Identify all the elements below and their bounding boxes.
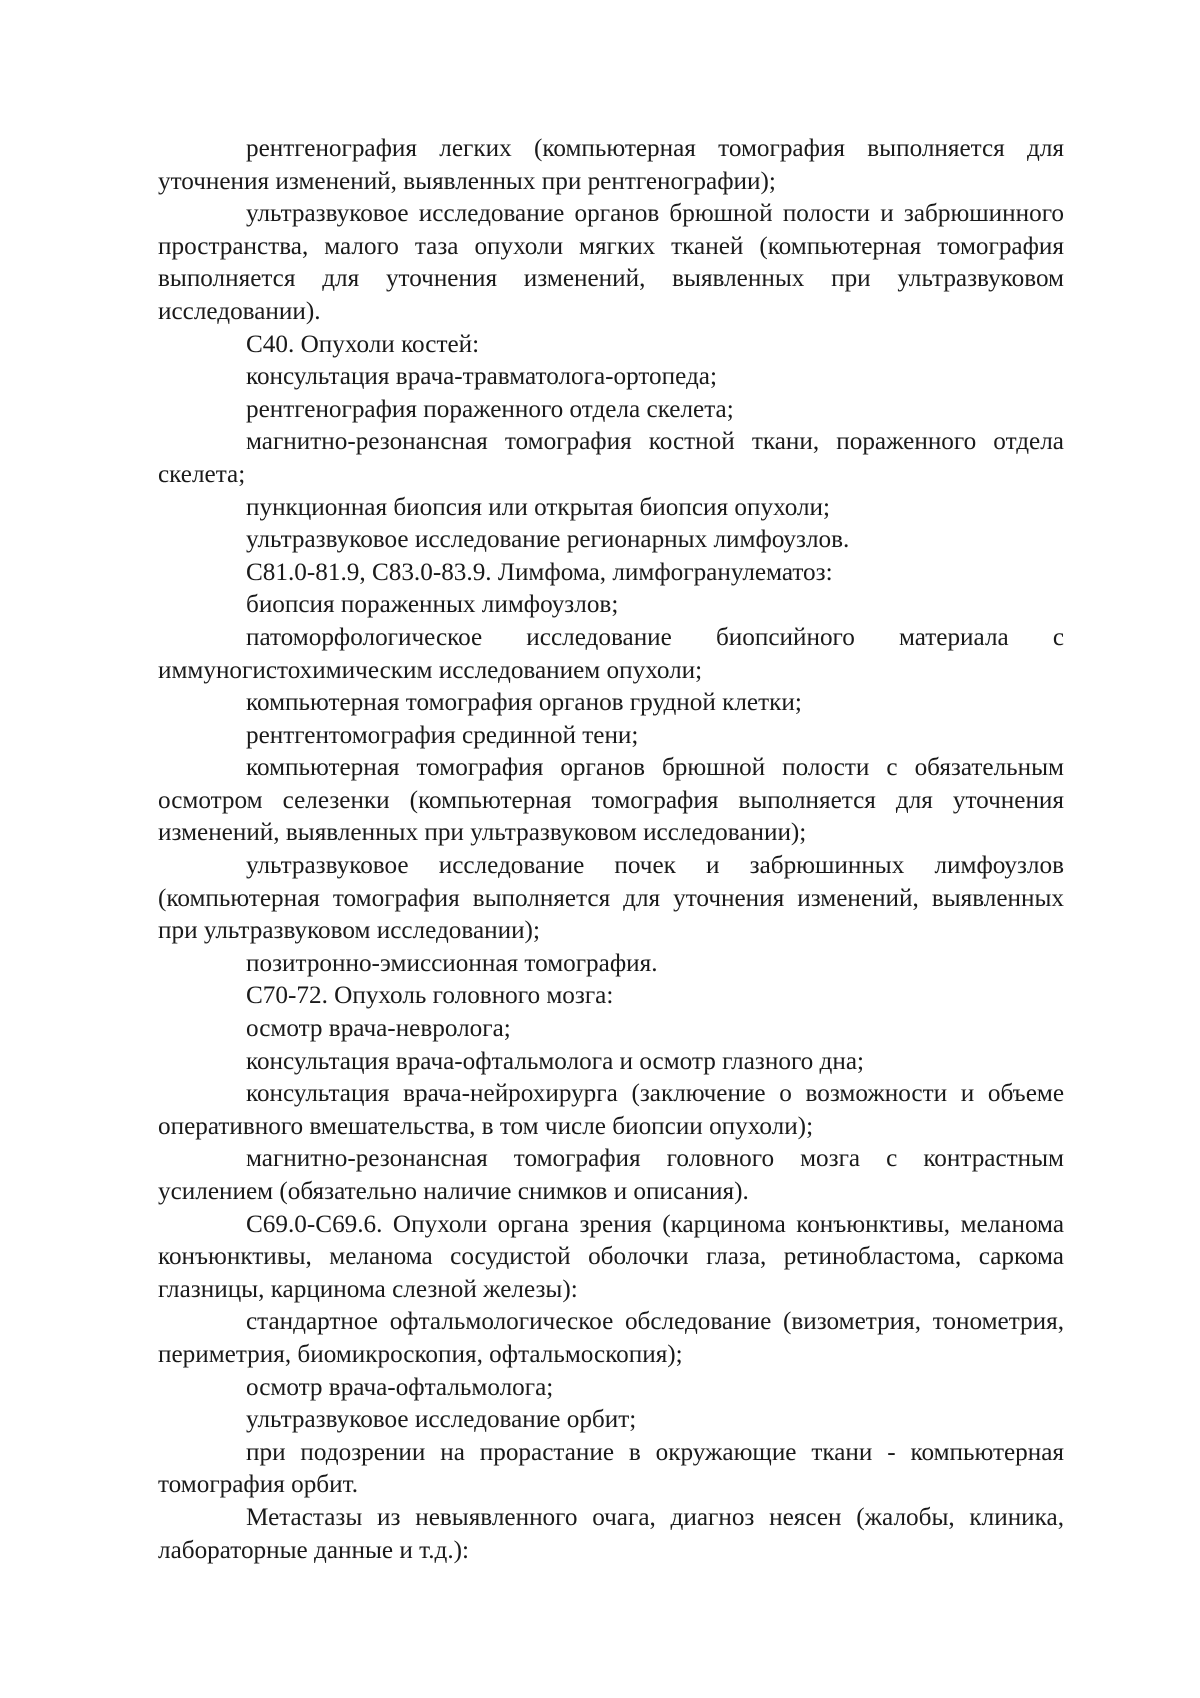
paragraph: компьютерная томография органов брюшной полости с обязательным осмотром селезенки (компьютерная томография выполняется для уточнения изменений, выявленных при ультразвуковом исследовании);	[158, 754, 1064, 847]
section-heading-c70-72: С70-72. Опухоль головного мозга:	[246, 982, 614, 1010]
paragraph: стандартное офтальмологическое обследование (визометрия, тонометрия, периметрия, биомикроскопия, офтальмоскопия);	[158, 1308, 1064, 1368]
section-heading-c81-c83: С81.0-81.9, С83.0-83.9. Лимфома, лимфогранулематоз:	[246, 558, 833, 586]
paragraph: при подозрении на прорастание в окружающие ткани - компьютерная томография орбит.	[158, 1438, 1064, 1499]
paragraph: консультация врача-офтальмолога и осмотр глазного дна;	[246, 1047, 865, 1075]
paragraph: биопсия пораженных лимфоузлов;	[246, 591, 619, 619]
paragraph: магнитно-резонансная томография костной ткани, пораженного отдела скелета;	[158, 428, 1064, 488]
paragraph: ультразвуковое исследование орбит;	[246, 1406, 637, 1434]
paragraph: консультация врача-нейрохирурга (заключение о возможности и объеме оперативного вмешательства, в том числе биопсии опухоли);	[158, 1080, 1064, 1140]
paragraph: рентгенография пораженного отдела скелета;	[246, 395, 734, 423]
paragraph: патоморфологическое исследование биопсийного материала с иммуногистохимическим исследованием опухоли;	[158, 623, 1064, 684]
paragraph: позитронно-эмиссионная томография.	[246, 949, 658, 977]
paragraph: пункционная биопсия или открытая биопсия опухоли;	[246, 493, 831, 521]
paragraph: рентгентомография срединной тени;	[246, 721, 639, 749]
paragraph: ультразвуковое исследование регионарных лимфоузлов.	[246, 526, 850, 554]
paragraph: ультразвуковое исследование почек и забрюшинных лимфоузлов (компьютерная томография выполняется для уточнения изменений, выявленных при ультразвуковом исследовании);	[158, 852, 1064, 945]
paragraph: ультразвуковое исследование органов брюшной полости и забрюшинного пространства, малого таза опухоли мягких тканей (компьютерная томография выполняется для уточнения изменений, выявленных при ультразвуковом исследовании).	[158, 200, 1064, 325]
section-heading-c40: С40. Опухоли костей:	[246, 330, 480, 358]
paragraph: консультация врача-травматолога-ортопеда;	[246, 363, 717, 391]
paragraph: магнитно-резонансная томография головного мозга с контрастным усилением (обязательно наличие снимков и описания).	[158, 1145, 1064, 1205]
paragraph: осмотр врача-офтальмолога;	[246, 1373, 554, 1401]
document-body	[158, 133, 1064, 1567]
section-heading-c69: С69.0-С69.6. Опухоли органа зрения (карцинома конъюнктивы, меланома конъюнктивы, меланома сосудистой оболочки глаза, ретинобластома, саркома глазницы, карцинома слезной железы):	[158, 1210, 1064, 1303]
paragraph: компьютерная томография органов грудной клетки;	[246, 689, 802, 717]
section-heading-metastases: Метастазы из невыявленного очага, диагноз неясен (жалобы, клиника, лабораторные данные и т.д.):	[158, 1503, 1064, 1564]
paragraph: осмотр врача-невролога;	[246, 1015, 511, 1043]
paragraph: рентгенография легких (компьютерная томография выполняется для уточнения изменений, выявленных при рентгенографии);	[158, 135, 1064, 195]
